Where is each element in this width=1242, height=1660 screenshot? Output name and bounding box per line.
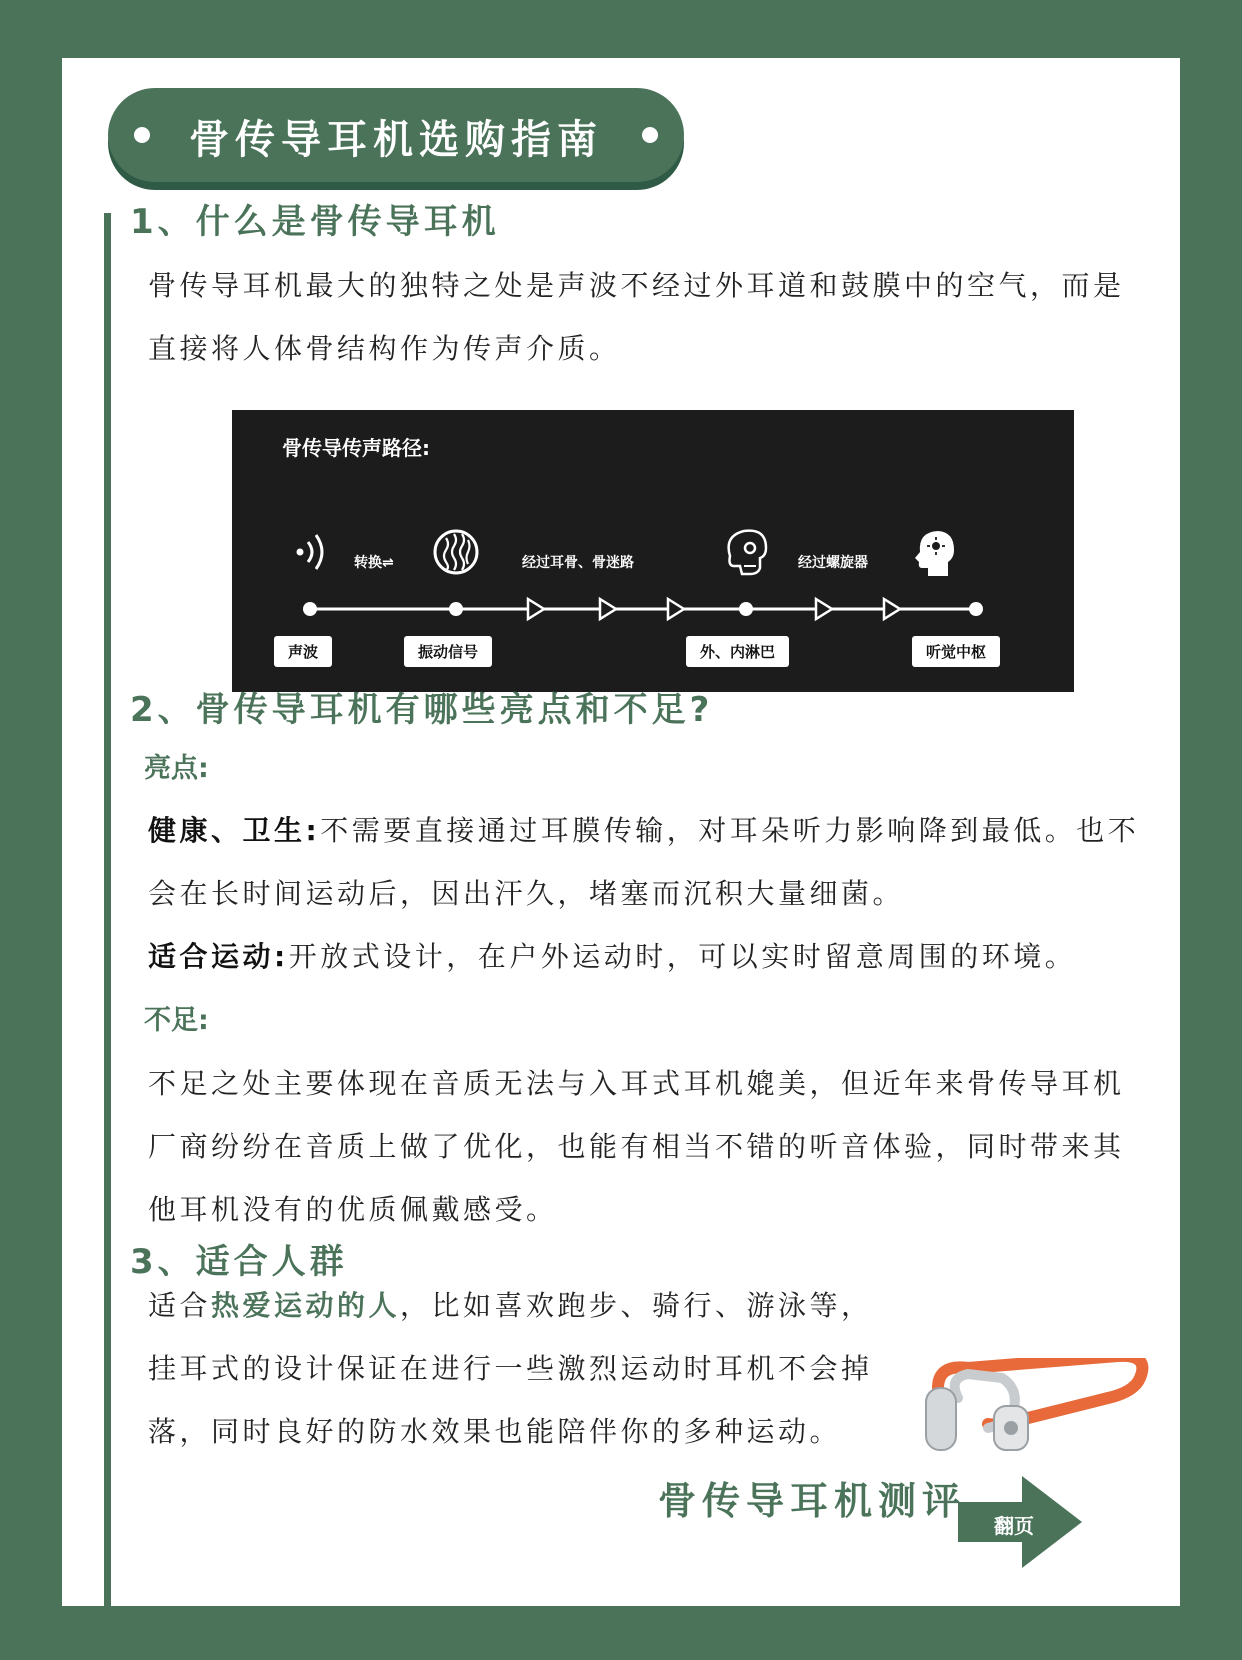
pro1-title: 健康、卫生: xyxy=(148,814,321,847)
flow-arrow-icon xyxy=(816,599,832,619)
page-title: 骨传导耳机选购指南 xyxy=(189,117,603,163)
stage-node xyxy=(449,602,463,616)
stage-label-auditory-center: 听觉中枢 xyxy=(912,636,1000,667)
flow-arrow-icon xyxy=(668,599,684,619)
content-card xyxy=(62,58,1180,1606)
cons-paragraph: 不足之处主要体现在音质无法与入耳式耳机媲美，但近年来骨传导耳机厂商纷纷在音质上做了优化，也能有相当不错的听音体验，同时带来其他耳机没有的优质佩戴感受。 xyxy=(148,1067,1125,1226)
section3-heading: 3、适合人群 xyxy=(130,1242,348,1282)
section1-heading: 1、什么是骨传导耳机 xyxy=(130,202,500,242)
pro2-text: 开放式设计，在户外运动时，可以实时留意周围的环境。 xyxy=(288,940,1077,973)
vibration-icon xyxy=(432,528,480,576)
headphone-product-image xyxy=(918,1358,1168,1478)
arrow-label-cochlea: 经过螺旋器 xyxy=(798,555,868,571)
section3-paragraph xyxy=(148,1274,908,1463)
conduction-path-diagram xyxy=(232,410,1074,692)
section3-text-before: 适合 xyxy=(148,1289,212,1322)
footer-title: 骨传导耳机测评 xyxy=(658,1479,967,1523)
stage-label-vibration: 振动信号 xyxy=(404,636,492,667)
section3-line2: 挂耳式的设计保证在进行一些激烈运动时耳机不会掉 xyxy=(148,1352,873,1385)
stage-label-lymph: 外、内淋巴 xyxy=(686,636,789,667)
pros-label: 亮点: xyxy=(144,753,209,784)
next-page-button[interactable]: 翻页 xyxy=(994,1514,1034,1538)
pro2-paragraph xyxy=(148,925,1148,988)
section3-line3: 落，同时良好的防水效果也能陪伴你的多种运动。 xyxy=(148,1415,842,1448)
skull-icon xyxy=(720,526,770,580)
arrow-label-convert: 转换⇌ xyxy=(354,555,394,571)
pro1-text: 不需要直接通过耳膜传输，对耳朵听力影响降到最低。也不会在长时间运动后，因出汗久，堵塞而沉积大量细菌。 xyxy=(148,814,1140,910)
flow-arrow-icon xyxy=(600,599,616,619)
section1-paragraph: 骨传导耳机最大的独特之处是声波不经过外耳道和鼓膜中的空气，而是直接将人体骨结构作为传声介质。 xyxy=(148,269,1125,365)
diagram-title: 骨传导传声路径: xyxy=(282,436,430,460)
sound-wave-icon xyxy=(292,530,332,574)
bullet-dot-icon xyxy=(642,127,658,143)
flow-arrow-icon xyxy=(528,599,544,619)
stage-label-sound-wave: 声波 xyxy=(274,636,332,667)
cons-label: 不足: xyxy=(144,1005,209,1036)
left-accent-rule xyxy=(104,213,111,1618)
brain-head-icon xyxy=(912,528,958,578)
stage-node xyxy=(739,602,753,616)
section3-line1-rest: ，比如喜欢跑步、骑行、游泳等， xyxy=(400,1289,873,1322)
section3-highlight: 热爱运动的人 xyxy=(211,1289,401,1322)
pro2-title: 适合运动: xyxy=(148,940,289,973)
stage-node xyxy=(303,602,317,616)
arrow-label-bone: 经过耳骨、骨迷路 xyxy=(522,555,634,571)
flow-arrow-icon xyxy=(884,599,900,619)
stage-node xyxy=(969,602,983,616)
title-banner xyxy=(108,88,684,182)
section2-heading: 2、骨传导耳机有哪些亮点和不足? xyxy=(130,690,714,730)
pro1-paragraph xyxy=(148,799,1148,925)
